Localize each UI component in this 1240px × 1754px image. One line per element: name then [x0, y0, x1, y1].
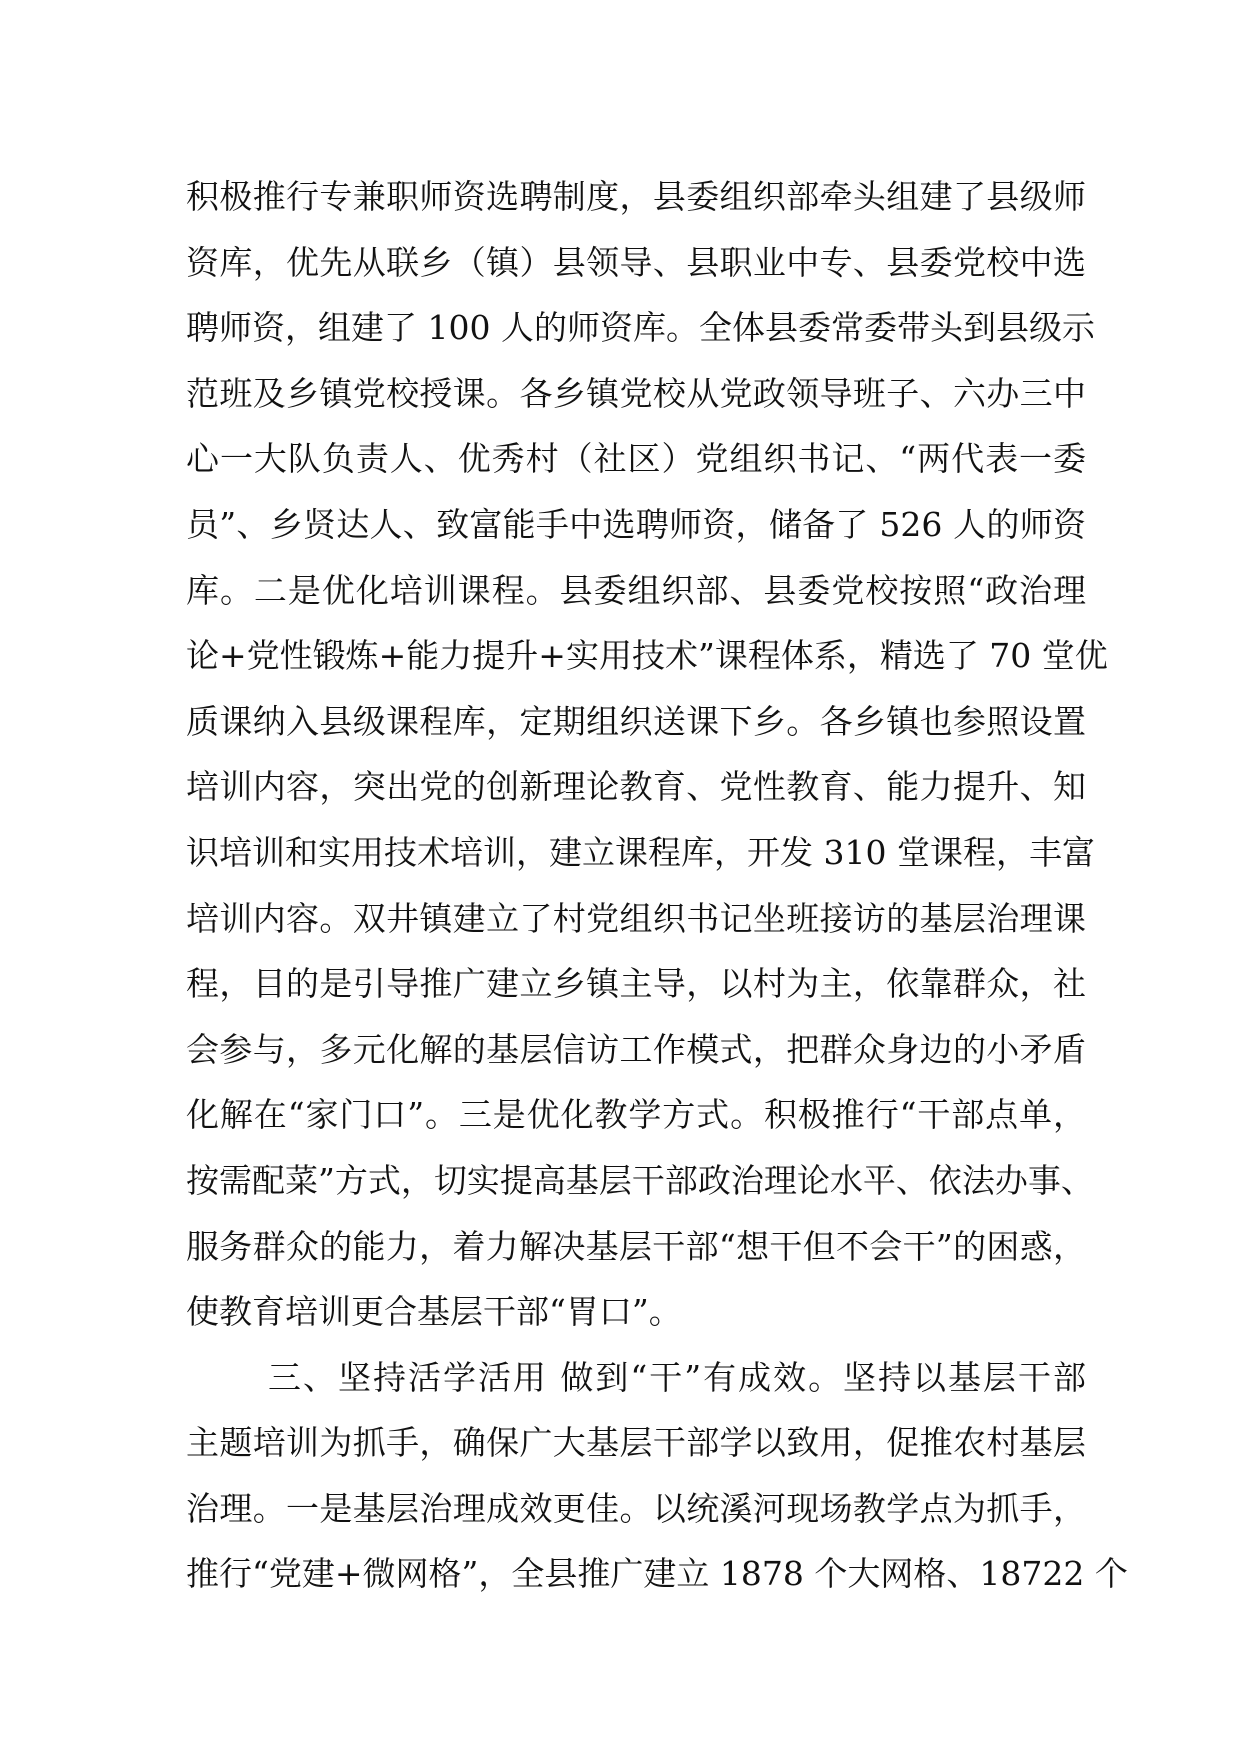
- section-heading-line: 三、坚持活学活用 做到“干”有成效。坚持以基层干部: [268, 1357, 1086, 1397]
- text-line: 聘师资，组建了 100 人的师资库。全体县委常委带头到县级示: [186, 308, 1095, 348]
- text-line: 推行“党建+微网格”，全县推广建立 1878 个大网格、18722 个: [186, 1554, 1128, 1594]
- text-line: 培训内容，突出党的创新理论教育、党性教育、能力提升、知: [186, 767, 1086, 807]
- text-line: 积极推行专兼职师资选聘制度，县委组织部牵头组建了县级师: [186, 177, 1086, 216]
- body-text: [186, 164, 1128, 1607]
- text-line: 心一大队负责人、优秀村（社区）党组织书记、“两代表一委: [186, 439, 1086, 479]
- text-line: 会参与，多元化解的基层信访工作模式，把群众身边的小矛盾: [186, 1029, 1086, 1069]
- text-line: 治理。一是基层治理成效更佳。以统溪河现场教学点为抓手，: [186, 1488, 1086, 1528]
- text-line: 服务群众的能力，着力解决基层干部“想干但不会干”的困惑，: [186, 1226, 1086, 1266]
- text-line: 化解在“家门口”。三是优化教学方式。积极推行“干部点单，: [186, 1095, 1086, 1135]
- text-line: 质课纳入县级课程库，定期组织送课下乡。各乡镇也参照设置: [186, 701, 1086, 741]
- text-line: 使教育培训更合基层干部“胃口”。: [186, 1292, 682, 1332]
- text-line: 员”、乡贤达人、致富能手中选聘师资，储备了 526 人的师资: [186, 504, 1086, 544]
- text-line: 范班及乡镇党校授课。各乡镇党校从党政领导班子、六办三中: [186, 373, 1086, 413]
- text-line: 按需配菜”方式，切实提高基层干部政治理论水平、依法办事、: [186, 1160, 1094, 1200]
- text-line: 主题培训为抓手，确保广大基层干部学以致用，促推农村基层: [186, 1423, 1086, 1463]
- text-line: 资库，优先从联乡（镇）县领导、县职业中专、县委党校中选: [186, 242, 1086, 282]
- text-line: 培训内容。双井镇建立了村党组织书记坐班接访的基层治理课: [186, 898, 1086, 938]
- text-line: 识培训和实用技术培训，建立课程库，开发 310 堂课程，丰富: [186, 832, 1095, 872]
- text-line: 论+党性锻炼+能力提升+实用技术”课程体系，精选了 70 堂优: [186, 636, 1108, 676]
- text-line: 库。二是优化培训课程。县委组织部、县委党校按照“政治理: [186, 570, 1086, 610]
- text-line: 程，目的是引导推广建立乡镇主导，以村为主，依靠群众，社: [186, 964, 1086, 1004]
